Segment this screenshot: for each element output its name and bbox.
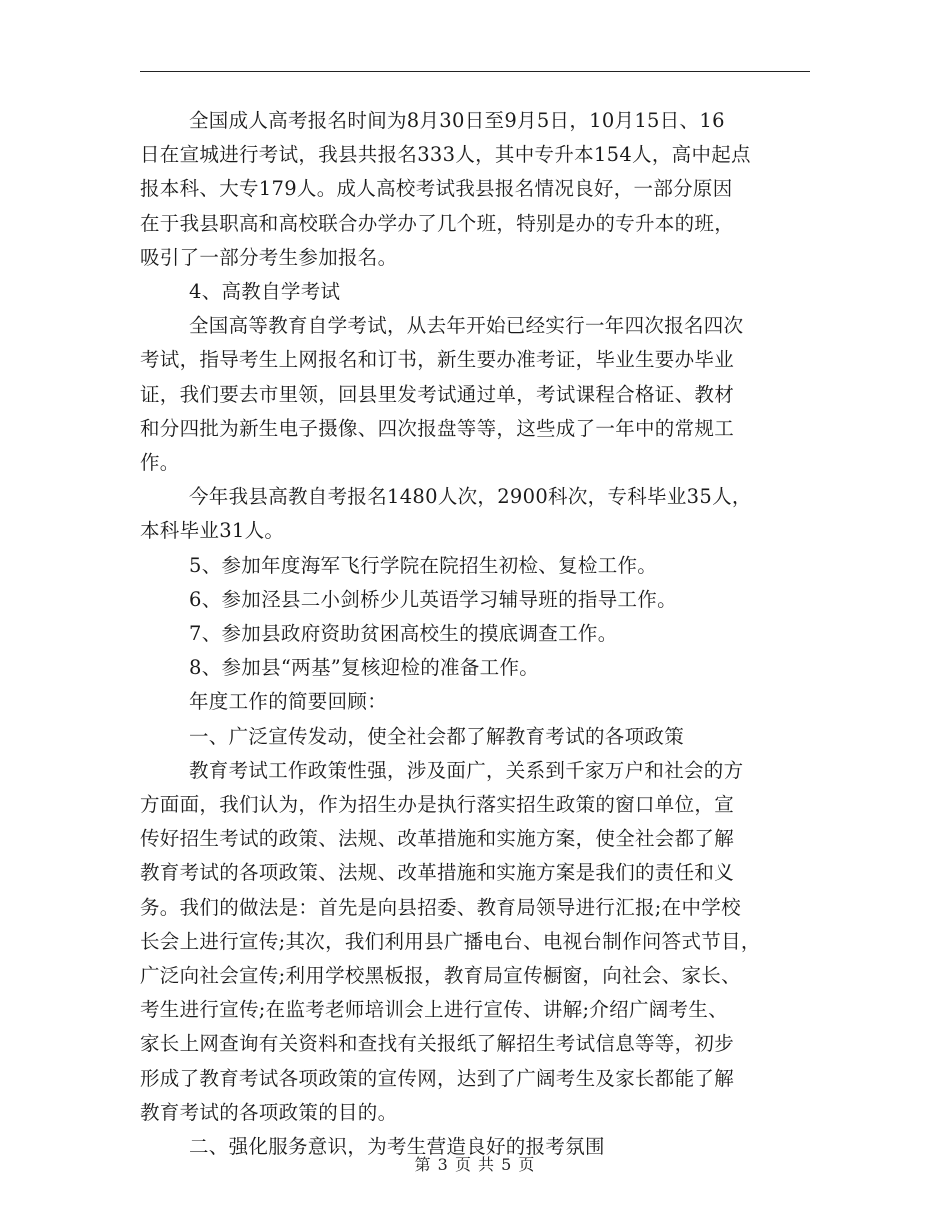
text-line: 务。我们的做法是：首先是向县招委、教育局领导进行汇报;在中学校 — [140, 895, 741, 919]
text-line: 4、高教自学考试 — [189, 280, 341, 304]
text-line: 本科毕业31人。 — [140, 519, 285, 543]
text-line: 方面面，我们认为，作为招生办是执行落实招生政策的窗口单位，宣 — [140, 793, 735, 817]
text-line: 考生进行宣传;在监考老师培训会上进行宣传、讲解;介绍广阔考生、 — [140, 998, 728, 1022]
text-line: 5、参加年度海军飞行学院在院招生初检、复检工作。 — [189, 553, 658, 577]
text-line: 教育考试工作政策性强，涉及面广，关系到千家万户和社会的方 — [189, 758, 744, 782]
text-line: 日在宣城进行考试，我县共报名333人，其中专升本154人，高中起点 — [140, 143, 751, 167]
text-line: 全国高等教育自学考试，从去年开始已经实行一年四次报名四次 — [189, 314, 744, 338]
text-line: 作。 — [140, 451, 180, 475]
text-line: 教育考试的各项政策、法规、改革措施和实施方案是我们的责任和义 — [140, 861, 735, 885]
page-footer: 第 3 页 共 5 页 — [414, 1155, 536, 1174]
text-line: 和分四批为新生电子摄像、四次报盘等等，这些成了一年中的常规工 — [140, 416, 735, 440]
text-line: 6、参加泾县二小剑桥少儿英语学习辅导班的指导工作。 — [189, 587, 677, 611]
text-line: 教育考试的各项政策的目的。 — [140, 1100, 398, 1124]
text-line: 证，我们要去市里领，回县里发考试通过单，考试课程合格证、教材 — [140, 382, 735, 406]
text-line: 吸引了一部分考生参加报名。 — [140, 245, 398, 269]
text-line: 考试，指导考生上网报名和订书，新生要办准考证，毕业生要办毕业 — [140, 348, 735, 372]
header-rule — [140, 71, 810, 72]
text-line: 年度工作的简要回顾： — [189, 690, 388, 714]
text-line: 报本科、大专179人。成人高校考试我县报名情况良好，一部分原因 — [140, 177, 733, 201]
text-line: 广泛向社会宣传;利用学校黑板报，教育局宣传橱窗，向社会、家长、 — [140, 964, 741, 988]
text-line: 今年我县高教自考报名1480人次，2900科次，专科毕业35人， — [189, 485, 752, 509]
text-line: 7、参加县政府资助贫困高校生的摸底调查工作。 — [189, 622, 618, 646]
text-line: 二、强化服务意识，为考生营造良好的报考氛围 — [189, 1135, 605, 1159]
text-line: 长会上进行宣传;其次，我们利用县广播电台、电视台制作问答式节目， — [140, 929, 761, 953]
text-line: 全国成人高考报名时间为8月30日至9月5日，10月15日、16 — [189, 109, 725, 132]
text-line: 家长上网查询有关资料和查找有关报纸了解招生考试信息等等，初步 — [140, 1032, 735, 1056]
text-line: 8、参加县“两基”复核迎检的准备工作。 — [189, 656, 540, 680]
text-line: 在于我县职高和高校联合办学办了几个班，特别是办的专升本的班， — [140, 211, 735, 235]
text-line: 形成了教育考试各项政策的宣传网，达到了广阔考生及家长都能了解 — [140, 1066, 735, 1090]
document-body — [140, 104, 812, 1164]
text-line: 一、广泛宣传发动，使全社会都了解教育考试的各项政策 — [189, 724, 685, 748]
text-line: 传好招生考试的政策、法规、改革措施和实施方案，使全社会都了解 — [140, 827, 735, 851]
